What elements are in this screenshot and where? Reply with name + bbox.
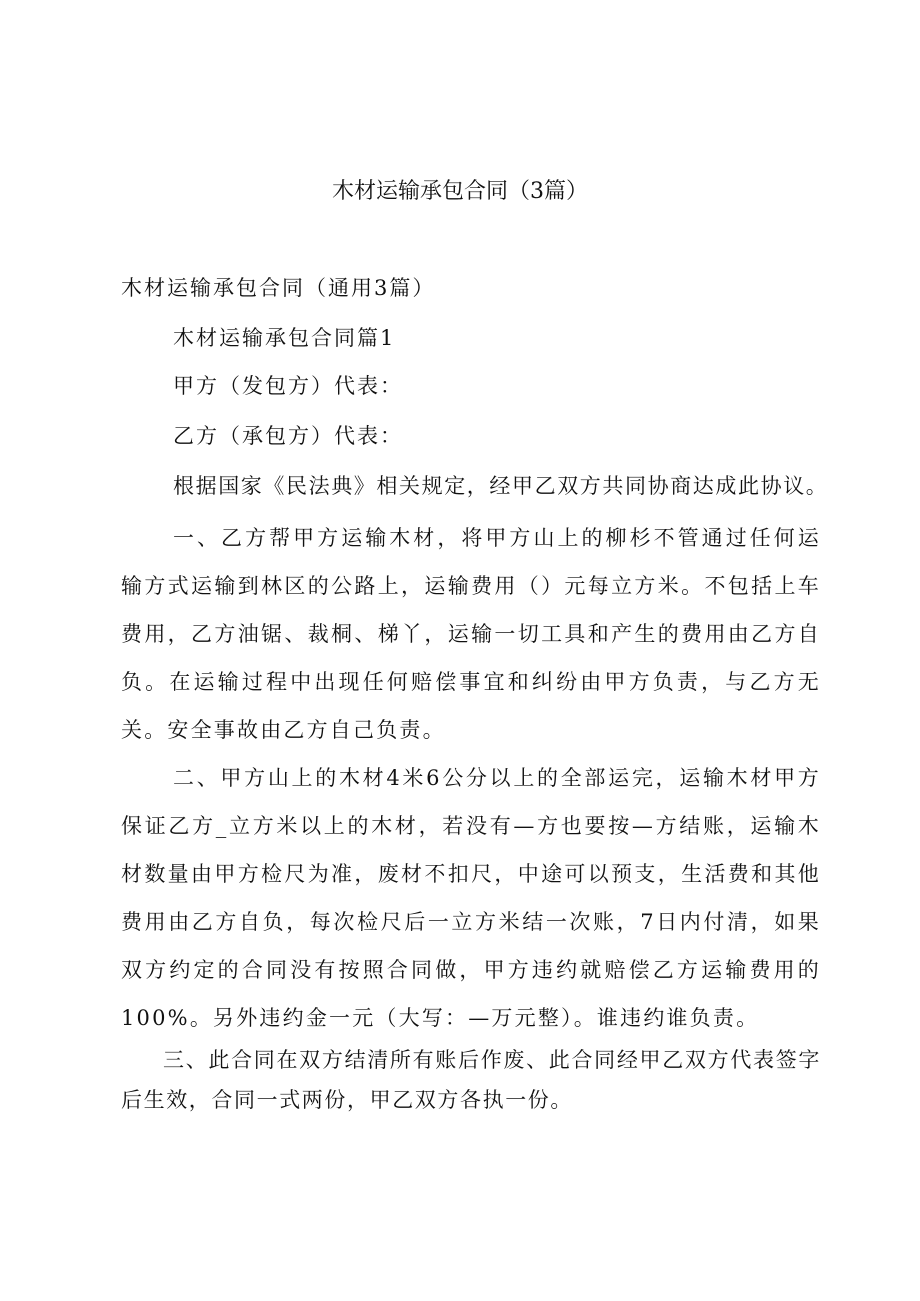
document-title: 木材运输承包合同（3篇） (332, 179, 588, 204)
party-a-line: 甲方（发包方）代表： (173, 374, 403, 398)
clause-3-paragraph: 三、此合同在双方结清所有账后作废、此合同经甲乙双方代表签字后生效，合同一式两份，甲乙双方各执一份。 (121, 1048, 821, 1112)
party-b-line: 乙方（承包方）代表： (173, 424, 403, 448)
clause-2-paragraph: 二、甲方山上的木材4米6公分以上的全部运完，运输木材甲方保证乙方_立方米以上的木材，若没有—方也要按—方结账，运输木材数量由甲方检尺为准，废材不扣尺，中途可以预支，生活费和其他费用由乙方自负，每次检尺后一立方米结一次账，7日内付清，如果双方约定的合同没有按照合同做，甲方违约就赔偿乙方运输费用的100%。另外违约金一元（大写：—万元整）。谁违约谁负责。 (121, 766, 821, 1030)
clause-1-paragraph: 一、乙方帮甲方运输木材，将甲方山上的柳杉不管通过任何运输方式运输到林区的公路上，运输费用（）元每立方米。不包括上车费用，乙方油锯、裁桐、梯丫，运输一切工具和产生的费用由乙方自负。在运输过程中出现任何赔偿事宜和纠纷由甲方负责，与乙方无关。安全事故由乙方自己负责。 (121, 526, 821, 742)
document-subtitle: 木材运输承包合同（通用3篇） (121, 276, 436, 300)
intro-paragraph: 根据国家《民法典》相关规定，经甲乙双方共同协商达成此协议。 (173, 474, 829, 498)
section-title: 木材运输承包合同篇1 (173, 326, 396, 350)
